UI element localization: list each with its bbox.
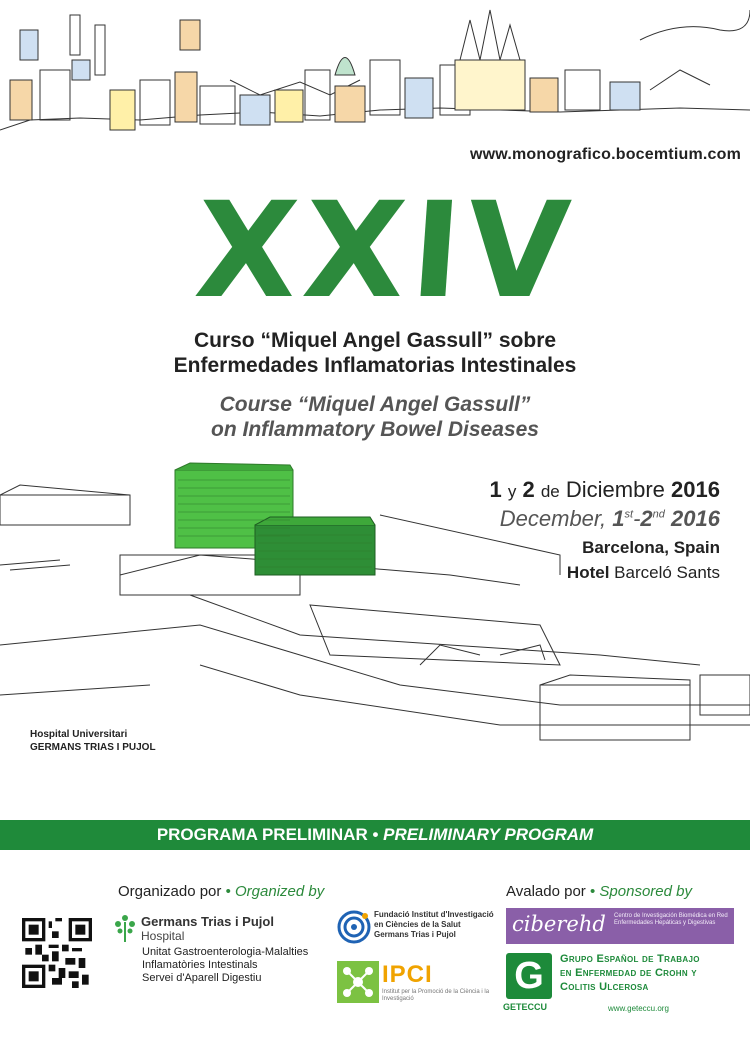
date-en-year: 2016 bbox=[671, 506, 720, 531]
geteccu-url[interactable]: www.geteccu.org bbox=[608, 1004, 669, 1013]
date-english bbox=[500, 506, 720, 532]
website-url[interactable]: www.monografico.bocemtium.com bbox=[470, 146, 742, 163]
sponsored-es: Avalado por bbox=[506, 883, 586, 900]
date-es-day1: 1 bbox=[489, 477, 502, 502]
date-en-day1: 1 bbox=[612, 506, 625, 531]
event-location: Barcelona, Spain bbox=[582, 538, 720, 557]
gtp-sub: Hospital bbox=[141, 929, 185, 943]
geteccu-line1: Grupo Español de Trabajo bbox=[560, 953, 700, 965]
ciberehd-sub: Centro de Investigación Biomédica en Red Enfermedades Hepáticas y Digestivas bbox=[614, 913, 728, 926]
gtp-unit-line1: Unitat Gastroenterologia-Malalties bbox=[142, 946, 309, 958]
date-es-year: 2016 bbox=[671, 477, 720, 502]
qr-code-icon[interactable] bbox=[22, 918, 92, 988]
course-title-en-line1: Course “Miquel Angel Gassull” bbox=[219, 393, 531, 416]
city-skyline-sketch bbox=[0, 0, 750, 145]
sponsored-en: Sponsored by bbox=[599, 883, 692, 900]
sponsored-by-title: Avalado por • Sponsored by bbox=[506, 883, 692, 900]
ipci-name: IPCI bbox=[382, 961, 433, 988]
geteccu-name bbox=[560, 952, 700, 994]
date-es-day2: 2 bbox=[522, 477, 535, 502]
banner-en: PRELIMINARY PROGRAM bbox=[383, 825, 594, 844]
date-es-de: de bbox=[540, 482, 560, 501]
gtp-unit bbox=[142, 946, 324, 985]
g-letter-icon: G bbox=[514, 955, 544, 997]
date-en-sup2: nd bbox=[652, 508, 665, 521]
course-title-es-line2: Enfermedades Inflamatorias Intestinales bbox=[173, 354, 577, 377]
hotel-name: Barceló Sants bbox=[614, 563, 720, 582]
molecule-icon bbox=[337, 961, 379, 1003]
edition-numeral: XXIV bbox=[190, 174, 581, 328]
geteccu-line3: Colitis Ulcerosa bbox=[560, 981, 649, 993]
igtp-line3: Germans Trias i Pujol bbox=[374, 930, 456, 939]
igtp-line2: en Ciències de la Salut bbox=[374, 920, 461, 929]
course-title-es-line1: Curso “Miquel Angel Gassull” sobre bbox=[193, 329, 557, 352]
hospital-caption-line1: Hospital Universitari bbox=[30, 729, 128, 740]
igtp-line1: Fundació Institut d'Investigació bbox=[374, 910, 494, 919]
geteccu-line2: en Enfermedad de Crohn y bbox=[560, 967, 697, 979]
tree-icon bbox=[114, 914, 136, 942]
gtp-name: Germans Trias i Pujol bbox=[141, 914, 274, 929]
date-en-day2: 2 bbox=[640, 506, 653, 531]
date-es-month: Diciembre bbox=[565, 477, 665, 502]
banner-sep: • bbox=[372, 825, 379, 844]
gtp-unit-line3: Servei d'Aparell Digestiu bbox=[142, 972, 262, 984]
geteccu-label: GETECCU bbox=[503, 1002, 548, 1012]
organized-en: Organized by bbox=[235, 883, 325, 900]
igtp-name bbox=[374, 910, 494, 940]
date-en-month: December, bbox=[499, 506, 607, 531]
date-es-y: y bbox=[507, 482, 517, 501]
hospital-caption-line2: GERMANS TRIAS I PUJOL bbox=[30, 742, 156, 753]
gtp-unit-line2: Inflamatòries Intestinals bbox=[142, 959, 258, 971]
program-banner bbox=[0, 820, 750, 850]
ipci-sub: Institut per la Promoció de la Ciència i la Investigació bbox=[382, 989, 490, 1002]
organized-es: Organizado por bbox=[118, 883, 222, 900]
green-building-low bbox=[255, 517, 375, 575]
course-title-en-line2: on Inflammatory Bowel Diseases bbox=[211, 418, 539, 441]
date-en-dash: - bbox=[633, 506, 641, 531]
hospital-caption bbox=[30, 728, 156, 754]
ciberehd-name: ciberehd bbox=[512, 912, 606, 936]
organized-by-title: Organizado por • Organized by bbox=[118, 883, 325, 900]
hotel-label: Hotel bbox=[566, 563, 610, 582]
date-en-sup1: st bbox=[624, 508, 634, 521]
date-spanish bbox=[489, 477, 720, 503]
event-hotel bbox=[567, 563, 720, 583]
gtp-logo-block bbox=[114, 914, 324, 985]
spiral-icon bbox=[337, 910, 371, 944]
banner-es: PROGRAMA PRELIMINAR bbox=[156, 825, 368, 844]
